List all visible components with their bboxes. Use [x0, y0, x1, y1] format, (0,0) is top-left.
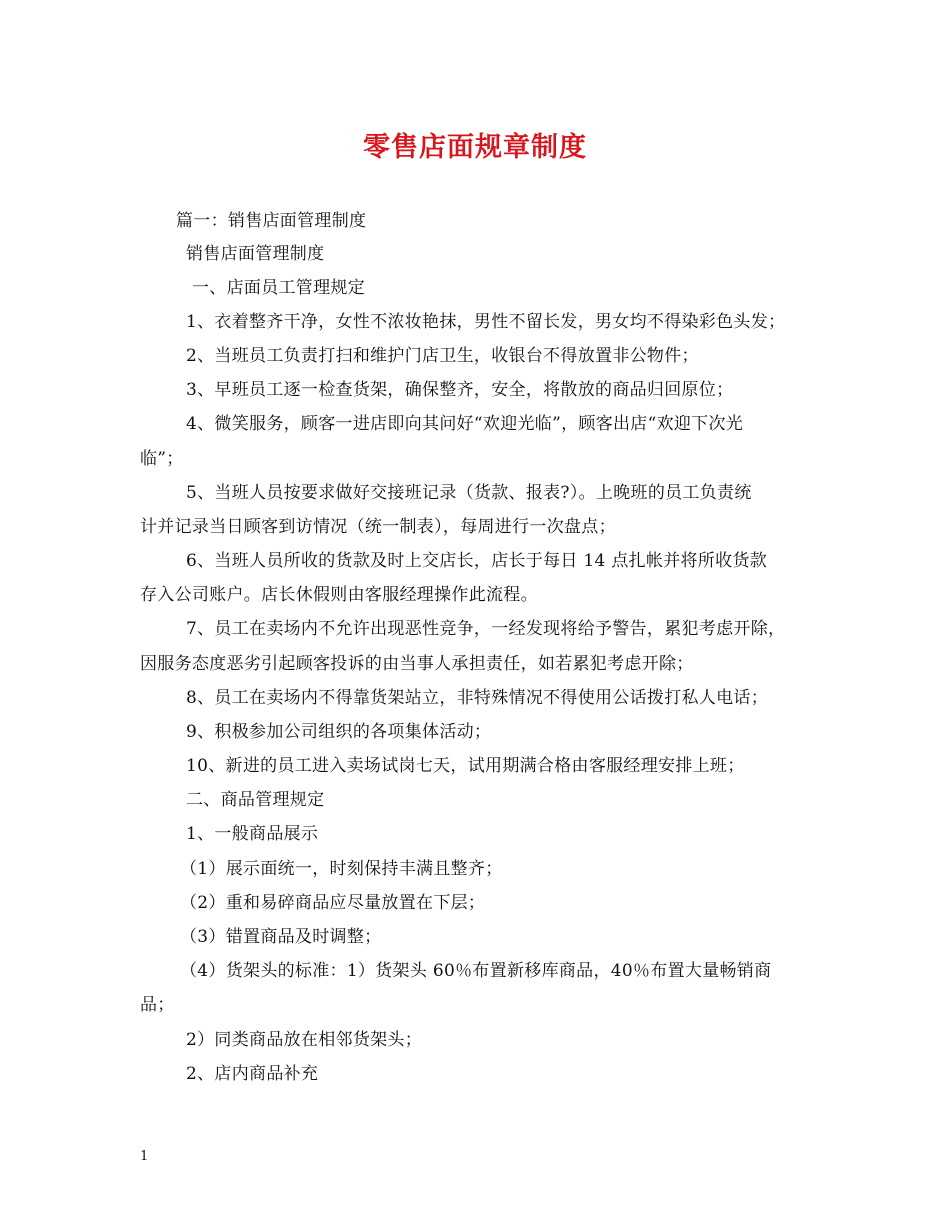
paragraph-line: 5、当班人员按要求做好交接班记录（货款、报表?）。上晚班的员工负责统: [186, 483, 752, 503]
section-heading: 篇一：销售店面管理制度: [176, 211, 367, 231]
section-heading: 一、店面员工管理规定: [192, 278, 365, 298]
paragraph-line: （2）重和易碎商品应尽量放置在下层；: [180, 893, 486, 913]
paragraph-line: 2、当班员工负责打扫和维护门店卫生，收银台不得放置非公物件；: [186, 346, 699, 366]
paragraph-line: 3、早班员工逐一检查货架，确保整齐，安全，将散放的商品归回原位；: [186, 380, 734, 400]
page-number: 1: [140, 1149, 149, 1164]
document-title: 零售店面规章制度: [363, 132, 587, 163]
paragraph-line: 计并记录当日顾客到访情况（统一制表），每周进行一次盘点；: [140, 517, 616, 537]
paragraph-line: 存入公司账户。店长休假则由客服经理操作此流程。: [140, 585, 538, 605]
paragraph-line: （3）错置商品及时调整；: [180, 927, 382, 947]
paragraph-line: （4）货架头的标准：1）货架头 60％布置新移库商品，40％布置大量畅销商: [180, 961, 772, 981]
paragraph-line: 1、一般商品展示: [186, 824, 319, 844]
paragraph-line: 2）同类商品放在相邻货架头；: [186, 1030, 423, 1050]
paragraph-line: 6、当班人员所收的货款及时上交店长，店长于每日 14 点扎帐并将所收货款: [186, 551, 768, 571]
section-heading: 二、商品管理规定: [186, 790, 325, 810]
paragraph-line: （1）展示面统一，时刻保持丰满且整齐；: [180, 859, 503, 879]
paragraph-line: 7、员工在卖场内不允许出现恶性竞争，一经发现将给予警告，累犯考虑开除，: [186, 619, 786, 639]
paragraph-line: 9、积极参加公司组织的各项集体活动；: [186, 722, 492, 742]
paragraph-line: 8、员工在卖场内不得靠货架站立，非特殊情况不得使用公话拨打私人电话；: [186, 688, 769, 708]
subtitle-line: 销售店面管理制度: [186, 244, 325, 264]
paragraph-line: 临”；: [140, 449, 184, 469]
paragraph-line: 10、新进的员工进入卖场试岗七天，试用期满合格由客服经理安排上班；: [186, 756, 745, 776]
paragraph-line: 2、店内商品补充: [186, 1064, 319, 1084]
paragraph-line: 1、衣着整齐干净，女性不浓妆艳抹，男性不留长发，男女均不得染彩色头发；: [186, 312, 786, 332]
paragraph-line: 品；: [140, 995, 175, 1015]
paragraph-line: 因服务态度恶劣引起顾客投诉的由当事人承担责任，如若累犯考虑开除；: [140, 654, 694, 674]
paragraph-line: 4、微笑服务，顾客一进店即向其问好“欢迎光临”，顾客出店“欢迎下次光: [186, 414, 744, 434]
